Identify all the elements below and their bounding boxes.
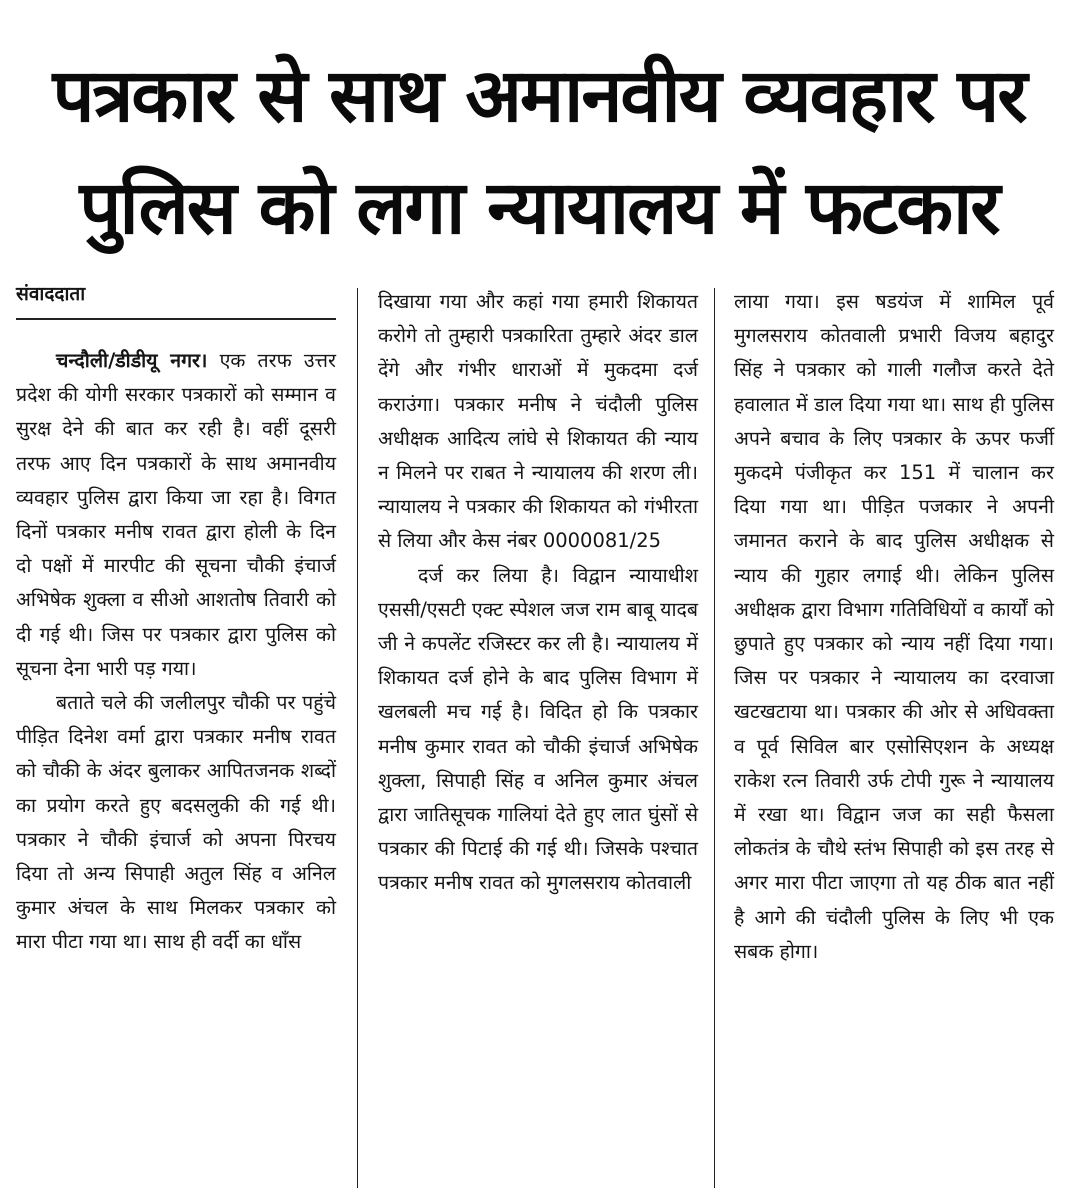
article-column-2 [378,285,698,901]
byline-divider [16,318,336,320]
column-divider-2 [714,288,715,1188]
paragraph: दिखाया गया और कहां गया हमारी शिकायत करोगे तो तुम्हारी पत्रकारिता तुम्हारे अंदर डाल देंगे और गंभीर धाराओं में मुकदमा दर्ज कराउंगा। पत्रकार मनीष ने चंदौली पुलिस अधीक्षक आदित्य लांघे से शिकायत की न्याय न मिलने पर राबत ने न्यायालय की शरण ली। न्यायालय ने पत्रकार की शिकायत को गंभीरता से लिया और केस नंबर 0000081/25 [378,290,698,553]
dateline: चन्दौली/डीडीयू नगर। [56,349,208,372]
column-divider-1 [357,288,358,1188]
paragraph: लाया गया। इस षडयंज में शामिल पूर्व मुगलसराय कोतवाली प्रभारी विजय बहादुर सिंह ने पत्रकार को गाली गलौज करते देते हवालात में डाल दिया गया था। साथ ही पुलिस अपने बचाव के लिए पत्रकार के ऊपर फर्जी मुकदमे पंजीकृत कर 151 में चालान कर दिया गया था। पीड़ित पजकार ने अपनी जमानत कराने के बाद पुलिस अधीक्षक से न्याय की गुहार लगाई थी। लेकिन पुलिस अधीक्षक द्वारा विभाग गतिविधियों व कार्यों को छुपाते हुए पत्रकार को न्याय नहीं दिया गया। जिस पर पत्रकार ने न्यायालय का दरवाजा खटखटाया था। पत्रकार की ओर से अधिवक्ता व पूर्व सिविल बार एसोसिएशन के अध्यक्ष राकेश रत्न तिवारी उर्फ टोपी गुरू ने न्यायालय में रखा था। विद्वान जज का सही फैसला लोकतंत्र के चौथे स्तंभ सिपाही को इस तरह से अगर मारा पीटा जाएगा तो यह ठीक बात नहीं है आगे की चंदौली पुलिस के लिए भी एक सबक होगा। [734,290,1054,963]
paragraph-lead [16,344,336,686]
paragraph: बताते चले की जलीलपुर चौकी पर पहुंचे पीड़ित दिनेश वर्मा द्वारा पत्रकार मनीष रावत को चौकी के अंदर बुलाकर आपितजनक शब्दों का प्रयोग करते हुए बदसलुकी की गई थी। पत्रकार ने चौकी इंचार्ज को अपना पिरचय दिया तो अन्य सिपाही अतुल सिंह व अनिल कुमार अंचल के साथ मिलकर पत्रकार को मारा पीटा गया था। साथ ही वर्दी का धाँस [16,691,336,954]
paragraph: दर्ज कर लिया है। विद्वान न्यायाधीश एससी/एसटी एक्ट स्पेशल जज राम बाबू यादब जी ने कपलेंट रजिस्टर कर ली है। न्यायालय में शिकायत दर्ज होने के बाद पुलिस विभाग में खलबली मच गई है। विदित हो कि पत्रकार मनीष कुमार रावत को चौकी इंचार्ज अभिषेक शुक्ला, सिपाही सिंह व अनिल कुमार अंचल द्वारा जातिसूचक गालियां देते हुए लात घुंसों से पत्रकार की पिटाई की गई थी। जिसके पश्चात पत्रकार मनीष रावत को मुगलसराय कोतवाली [378,563,698,895]
article-column-3 [734,285,1054,969]
lead-text: एक तरफ उत्तर प्रदेश की योगी सरकार पत्रकारों को सम्मान व सुरक्ष देने की बात कर रही है। वहीं दूसरी तरफ आए दिन पत्रकारों के साथ अमानवीय व्यवहार पुलिस द्वारा किया जा रहा है। विगत दिनों पत्रकार मनीष रावत द्वारा होली के दिन दो पक्षों में मारपीट की सूचना चौकी इंचार्ज अभिषेक शुक्ला व सीओ आशतोष तिवारी को दी गई थी। जिस पर पत्रकार द्वारा पुलिस को सूचना देना भारी पड़ गया। [16,349,336,680]
headline-line-1: पत्रकार से साथ अमानवीय व्यवहार पर [52,53,1026,139]
headline [0,40,1078,264]
headline-line-2: पुलिस को लगा न्यायालय में फटकार [79,165,999,251]
article-column-1 [16,280,336,960]
byline: संवाददाता [16,283,86,305]
